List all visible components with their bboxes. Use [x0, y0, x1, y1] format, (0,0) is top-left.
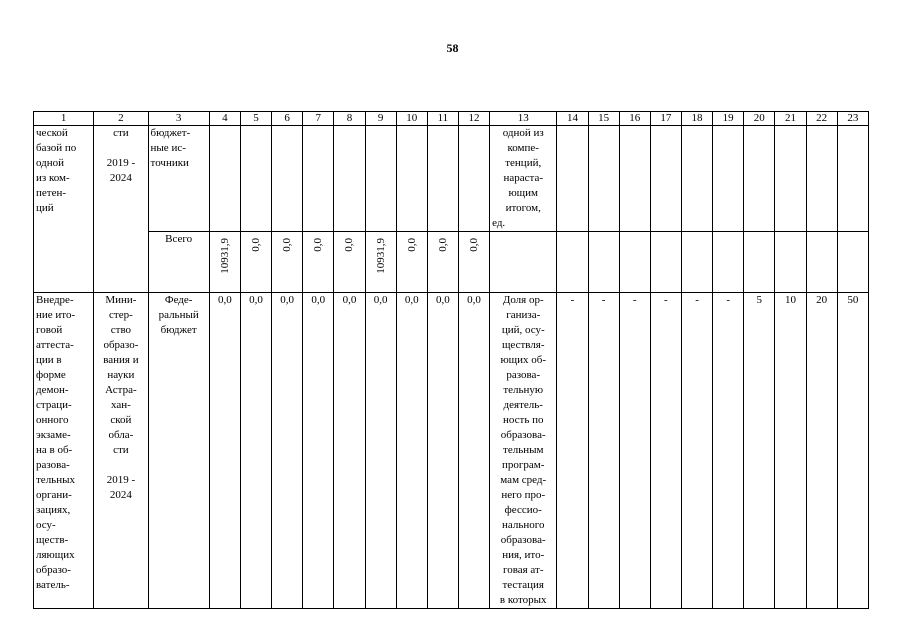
column-number: 12: [458, 112, 489, 126]
column-number: 3: [148, 112, 209, 126]
funding-value-cell: 0,0: [365, 293, 396, 609]
total-label-cell: Всего: [148, 232, 209, 293]
total-value-cell: 0,0: [458, 232, 489, 293]
column-number: 23: [837, 112, 868, 126]
funding-value-cell: 0,0: [272, 293, 303, 609]
column-number: 14: [557, 112, 588, 126]
program-table: [33, 111, 869, 609]
column-number: 6: [272, 112, 303, 126]
target-value-cell: -: [713, 293, 744, 609]
total-value-cell: 0,0: [396, 232, 427, 293]
column-number: 13: [490, 112, 557, 126]
event-name-cell: ческой базой по одной из ком- петен- ций: [34, 126, 94, 293]
total-row: [34, 232, 869, 293]
funding-source-cell: бюджет- ные ис- точники: [148, 126, 209, 232]
funding-source-cell: Феде- ральный бюджет: [148, 293, 209, 609]
funding-value-cell: 0,0: [209, 293, 240, 609]
executor-cell: сти 2019 - 2024: [94, 126, 148, 293]
total-value-cell: 0,0: [240, 232, 271, 293]
funding-value-cell: 0,0: [240, 293, 271, 609]
event-name-cell: Внедре- ние ито- говой аттеста- ции в форме демон- страци- онного экзаме- на в об- разова- тельных органи- зациях, осу- ществ- ляющих образо- ватель-: [34, 293, 94, 609]
event-row: [34, 293, 869, 609]
column-number: 8: [334, 112, 365, 126]
target-value-cell: -: [681, 293, 712, 609]
continuation-row-sources: [34, 126, 869, 232]
column-number: 18: [681, 112, 712, 126]
total-value-cell: 10931,9: [209, 232, 240, 293]
funding-value-cell: 0,0: [458, 293, 489, 609]
target-value-cell: 20: [806, 293, 837, 609]
column-number: 20: [744, 112, 775, 126]
total-value-cell: 0,0: [272, 232, 303, 293]
total-value-cell: 10931,9: [365, 232, 396, 293]
column-number-row: [34, 112, 869, 126]
column-number: 9: [365, 112, 396, 126]
column-number: 22: [806, 112, 837, 126]
column-number: 1: [34, 112, 94, 126]
total-value-cell: 0,0: [303, 232, 334, 293]
column-number: 2: [94, 112, 148, 126]
column-number: 19: [713, 112, 744, 126]
total-value-cell: 0,0: [427, 232, 458, 293]
column-number: 7: [303, 112, 334, 126]
funding-value-cell: 0,0: [427, 293, 458, 609]
total-value-cell: 0,0: [334, 232, 365, 293]
column-number: 10: [396, 112, 427, 126]
column-number: 15: [588, 112, 619, 126]
executor-cell: Мини- стер- ство образо- вания и науки Астра- хан- ской обла- сти 2019 - 2024: [94, 293, 148, 609]
column-number: 21: [775, 112, 806, 126]
column-number: 4: [209, 112, 240, 126]
target-value-cell: -: [557, 293, 588, 609]
column-number: 17: [650, 112, 681, 126]
target-value-cell: 10: [775, 293, 806, 609]
indicator-cell: Доля ор- ганиза- ций, осу- ществля- ющих об- разова- тельную деятель- ность по образова- тельным програм- мам сред- него про- фессио- нального образова- ния, ито- говая ат- тестация в которых: [490, 293, 557, 609]
target-value-cell: 50: [837, 293, 868, 609]
indicator-cell: одной из компе- тенций, нараста- ющим итогом, ед.: [490, 126, 557, 232]
page-number: 58: [446, 41, 459, 55]
column-number: 16: [619, 112, 650, 126]
funding-value-cell: 0,0: [303, 293, 334, 609]
column-number: 5: [240, 112, 271, 126]
column-number: 11: [427, 112, 458, 126]
target-value-cell: -: [619, 293, 650, 609]
funding-value-cell: 0,0: [396, 293, 427, 609]
target-value-cell: 5: [744, 293, 775, 609]
target-value-cell: -: [650, 293, 681, 609]
funding-value-cell: 0,0: [334, 293, 365, 609]
target-value-cell: -: [588, 293, 619, 609]
